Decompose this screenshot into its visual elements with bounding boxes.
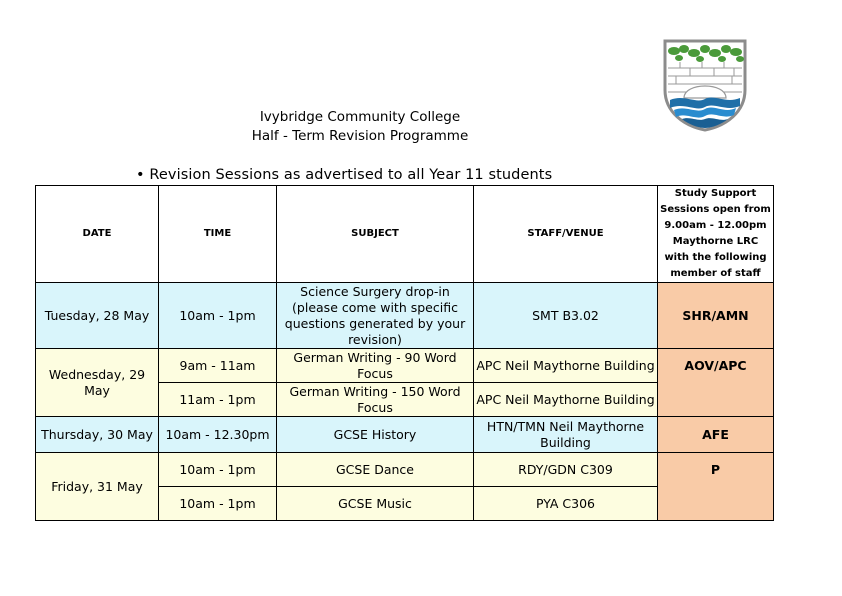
date-cell: Friday, 31 May: [36, 453, 159, 521]
support-staff-cell: AOV/APC: [658, 349, 774, 417]
bullet-note: • Revision Sessions as advertised to all Year 11 students: [136, 167, 553, 183]
staff-venue-cell: RDY/GDN C309: [474, 453, 658, 487]
subject-cell: Science Surgery drop-in (please come with specific questions generated by your revision): [277, 283, 474, 349]
table-header-row: [36, 186, 774, 283]
support-staff-cell: AFE: [658, 417, 774, 453]
table-row: [36, 417, 774, 453]
staff-venue-cell: HTN/TMN Neil Maythorne Building: [474, 417, 658, 453]
staff-venue-cell: APC Neil Maythorne Building: [474, 383, 658, 417]
header-date: DATE: [36, 186, 159, 283]
staff-venue-cell: PYA C306: [474, 487, 658, 521]
subject-cell: GCSE History: [277, 417, 474, 453]
table-row: [36, 349, 774, 383]
staff-venue-cell: APC Neil Maythorne Building: [474, 349, 658, 383]
header-staff-venue: STAFF/VENUE: [474, 186, 658, 283]
date-cell: Tuesday, 28 May: [36, 283, 159, 349]
time-cell: 10am - 1pm: [159, 453, 277, 487]
subject-cell: GCSE Music: [277, 487, 474, 521]
support-staff-cell: SHR/AMN: [658, 283, 774, 349]
college-crest-icon: [662, 38, 748, 132]
time-cell: 11am - 1pm: [159, 383, 277, 417]
time-cell: 9am - 11am: [159, 349, 277, 383]
time-cell: 10am - 1pm: [159, 487, 277, 521]
time-cell: 10am - 12.30pm: [159, 417, 277, 453]
table-row: [36, 283, 774, 349]
staff-venue-cell: SMT B3.02: [474, 283, 658, 349]
header-study-support: Study Support Sessions open from 9.00am - 12.00pm Maythorne LRC with the following member of staff: [658, 186, 774, 283]
subject-cell: GCSE Dance: [277, 453, 474, 487]
revision-schedule-table: [35, 185, 774, 521]
programme-title: Half - Term Revision Programme: [251, 128, 469, 144]
support-staff-cell: P: [658, 453, 774, 521]
college-name: Ivybridge Community College: [259, 109, 461, 125]
header-time: TIME: [159, 186, 277, 283]
subject-cell: German Writing - 90 Word Focus: [277, 349, 474, 383]
table-row: [36, 453, 774, 487]
subject-cell: German Writing - 150 Word Focus: [277, 383, 474, 417]
date-cell: Thursday, 30 May: [36, 417, 159, 453]
date-cell: Wednesday, 29 May: [36, 349, 159, 417]
header-subject: SUBJECT: [277, 186, 474, 283]
time-cell: 10am - 1pm: [159, 283, 277, 349]
